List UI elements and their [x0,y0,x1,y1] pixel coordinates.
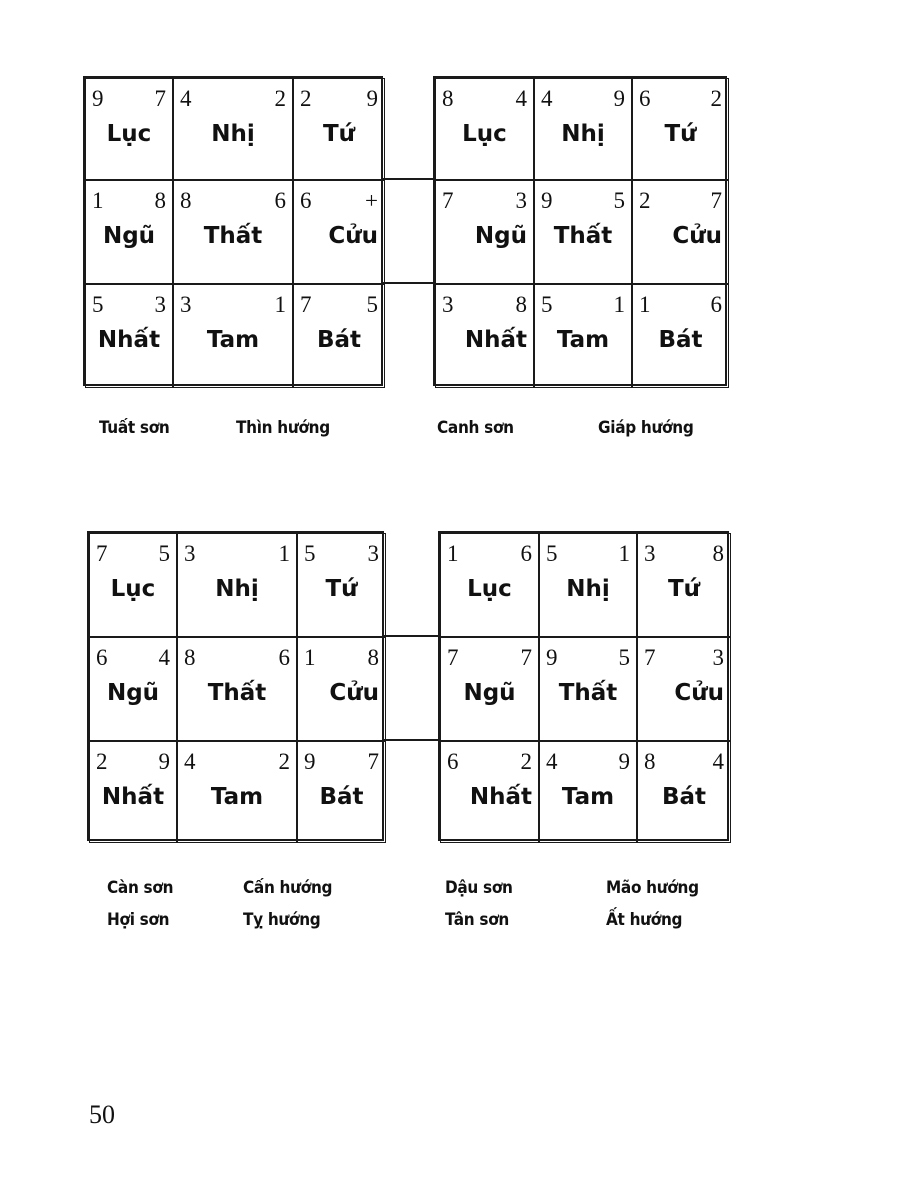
base-star-label: Thất [553,223,613,249]
grid-cell [173,180,293,284]
mountain-star-number: 5 [304,541,316,566]
grid-cell [637,741,731,843]
facing-star-number: 5 [366,292,378,317]
base-star-label: Lục [462,121,507,147]
base-star-label: Tứ [667,576,701,602]
mountain-star-number: 1 [639,292,651,317]
grid-cell [89,741,177,843]
base-star-label: Nhị [566,576,610,602]
mountain-star-number: 6 [447,749,459,774]
facing-star-number: 3 [367,541,379,566]
mountain-star-number: 8 [442,86,454,111]
grid-connector-line [384,739,438,741]
mountain-star-number: 5 [92,292,104,317]
grid-cell [293,78,385,180]
mountain-star-number: 4 [541,86,553,111]
mountain-star-number: 4 [180,86,192,111]
facing-star-number: 5 [158,541,170,566]
grid-connector-line [383,178,433,180]
mountain-star-number: 8 [644,749,656,774]
facing-star-number: 5 [618,645,630,670]
base-star-label: Bát [319,784,364,810]
facing-star-number: 2 [520,749,532,774]
base-star-label: Cửu [329,680,379,706]
base-star-label: Nhất [469,784,532,810]
mountain-star-number: 6 [300,188,312,213]
grid-cell [539,741,637,843]
mountain-star-number: 4 [184,749,196,774]
facing-star-number: 9 [366,86,378,111]
caption-at-huong: Ất hướng [606,910,683,930]
grid-cell [435,180,534,284]
mountain-star-number: 7 [300,292,312,317]
facing-star-number: 7 [710,188,722,213]
base-star-label: Ngũ [106,680,160,706]
grid-cell [637,533,731,637]
facing-star-number: 9 [158,749,170,774]
grid-cell [440,637,539,741]
grid-cell [173,78,293,180]
flying-star-grid-canh-son [433,76,727,386]
mountain-star-number: 1 [92,188,104,213]
base-star-label: Tứ [322,121,356,147]
mountain-star-number: 5 [546,541,558,566]
grid-cell [632,78,729,180]
mountain-star-number: 9 [92,86,104,111]
grid-cell [297,741,386,843]
grid-cell [637,637,731,741]
grid-cell [435,284,534,388]
grid-cell [534,284,632,388]
grid-cell [89,533,177,637]
base-star-label: Nhị [561,121,605,147]
mountain-star-number: 5 [541,292,553,317]
mountain-star-number: 2 [300,86,312,111]
mountain-star-number: 7 [447,645,459,670]
base-star-label: Bát [658,327,703,353]
grid-cell [85,180,173,284]
grid-cell [173,284,293,388]
grid-cell [293,180,385,284]
base-star-label: Thất [207,680,267,706]
grid-cell [632,284,729,388]
mountain-star-number: 1 [447,541,459,566]
base-star-label: Tam [561,784,615,810]
grid-cell [534,180,632,284]
mountain-star-number: 7 [96,541,108,566]
facing-star-number: 3 [154,292,166,317]
caption-mao-huong: Mão hướng [606,878,699,898]
base-star-label: Lục [467,576,512,602]
grid-cell [85,284,173,388]
caption-can-huong: Cấn hướng [243,878,333,898]
caption-tuat-son: Tuất sơn [99,418,170,438]
grid-cell [177,741,297,843]
grid-cell [440,533,539,637]
facing-star-number: 2 [274,86,286,111]
mountain-star-number: 9 [546,645,558,670]
base-star-label: Tứ [325,576,358,602]
mountain-star-number: 4 [546,749,558,774]
caption-giap-huong: Giáp hướng [598,418,694,438]
mountain-star-number: 3 [644,541,656,566]
grid-connector-line [384,635,438,637]
caption-hoi-son: Hợi sơn [107,910,170,930]
facing-star-number: 2 [710,86,722,111]
grid-cell [539,533,637,637]
facing-star-number: 8 [515,292,527,317]
mountain-star-number: 1 [304,645,316,670]
flying-star-grid-tuat-son [83,76,383,386]
facing-star-number: 9 [618,749,630,774]
facing-star-number: 6 [520,541,532,566]
mountain-star-number: 7 [644,645,656,670]
flying-star-grid-can-son [87,531,384,841]
grid-cell [440,741,539,843]
grid-cell [297,637,386,741]
facing-star-number: 1 [613,292,625,317]
mountain-star-number: 8 [184,645,196,670]
mountain-star-number: 6 [639,86,651,111]
caption-canh-son: Canh sơn [437,418,514,438]
base-star-label: Thất [558,680,618,706]
base-star-label: Lục [110,576,156,602]
facing-star-number: 7 [154,86,166,111]
base-star-label: Tứ [664,121,697,147]
facing-star-number: 7 [367,749,379,774]
facing-star-number: 3 [515,188,527,213]
facing-star-number: 4 [158,645,170,670]
mountain-star-number: 2 [639,188,651,213]
page-number: 50 [89,1100,115,1129]
facing-star-number: 4 [712,749,724,774]
mountain-star-number: 8 [180,188,192,213]
caption-dau-son: Dậu sơn [445,878,513,898]
grid-connector-line [383,282,433,284]
base-star-label: Bát [316,327,362,353]
facing-star-number: 8 [367,645,379,670]
base-star-label: Nhị [215,576,259,602]
grid-cell [177,637,297,741]
mountain-star-number: 3 [442,292,454,317]
base-star-label: Nhất [101,784,165,810]
caption-ty-huong: Tỵ hướng [243,910,321,930]
grid-cell [632,180,729,284]
caption-thin-huong: Thìn hướng [236,418,330,438]
grid-cell [435,78,534,180]
facing-star-number: 5 [613,188,625,213]
base-star-label: Ngũ [474,223,527,249]
base-star-label: Cửu [328,223,378,249]
grid-cell [177,533,297,637]
flying-star-grid-dau-son [438,531,729,841]
base-star-label: Thất [203,223,263,249]
facing-star-number: 7 [520,645,532,670]
facing-star-number: 6 [274,188,286,213]
grid-cell [539,637,637,741]
facing-star-number: 6 [278,645,290,670]
mountain-star-number: 9 [541,188,553,213]
facing-star-number: 9 [613,86,625,111]
facing-star-number: 1 [618,541,630,566]
caption-tan-son: Tân sơn [445,910,510,930]
facing-star-number: 1 [274,292,286,317]
base-star-label: Nhị [211,121,255,147]
grid-cell [293,284,385,388]
facing-star-number: 4 [515,86,527,111]
base-star-label: Tam [210,784,264,810]
facing-star-number: 6 [710,292,722,317]
caption-can-son: Càn sơn [107,878,174,898]
mountain-star-number: 7 [442,188,454,213]
base-star-label: Cửu [672,223,722,249]
base-star-label: Cửu [674,680,724,706]
base-star-label: Tam [556,327,610,353]
mountain-star-number: 2 [96,749,108,774]
facing-star-number: 2 [278,749,290,774]
base-star-label: Bát [661,784,707,810]
base-star-label: Tam [206,327,260,353]
mountain-star-number: 3 [180,292,192,317]
facing-star-number: + [365,188,378,213]
mountain-star-number: 3 [184,541,196,566]
grid-cell [89,637,177,741]
base-star-label: Ngũ [102,223,156,249]
facing-star-number: 1 [278,541,290,566]
base-star-label: Ngũ [463,680,516,706]
mountain-star-number: 9 [304,749,316,774]
grid-cell [85,78,173,180]
grid-cell [297,533,386,637]
grid-cell [534,78,632,180]
base-star-label: Nhất [464,327,527,353]
facing-star-number: 3 [712,645,724,670]
mountain-star-number: 6 [96,645,108,670]
facing-star-number: 8 [154,188,166,213]
base-star-label: Lục [106,121,152,147]
facing-star-number: 8 [712,541,724,566]
base-star-label: Nhất [97,327,161,353]
